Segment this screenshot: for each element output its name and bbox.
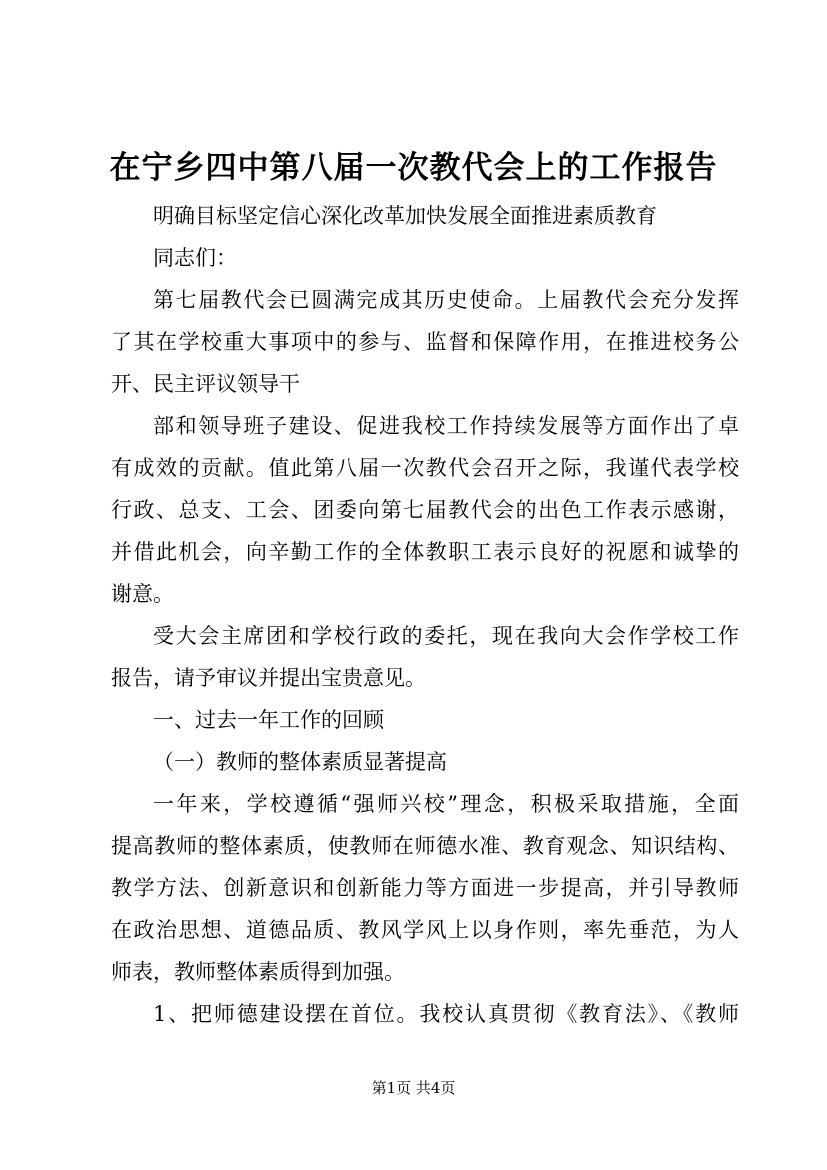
paragraph-line: 在政治思想、道德品质、教风学风上以身作则，率先垂范，为人 (111, 918, 739, 942)
paragraph-line: 1、把师德建设摆在首位。我校认真贯彻《教育法》、《教师 (153, 1002, 739, 1026)
paragraph-line: 师表，教师整体素质得到加强。 (111, 960, 405, 984)
paragraph-line: 开、民主评议领导干 (111, 372, 300, 396)
paragraph-line: 一年来，学校遵循“强师兴校”理念，积极采取措施，全面 (153, 792, 739, 816)
paragraph-line: 提高教师的整体素质，使教师在师德水准、教育观念、知识结构、 (111, 834, 739, 858)
document-body (111, 195, 739, 1035)
paragraph-line: 部和领导班子建设、促进我校工作持续发展等方面作出了卓 (153, 414, 739, 438)
paragraph-line: 报告，请予审议并提出宝贵意见。 (111, 666, 426, 690)
paragraph-line: 第七届教代会已圆满完成其历史使命。上届教代会充分发挥 (153, 288, 739, 312)
paragraph-line: 有成效的贡献。值此第八届一次教代会召开之际，我谨代表学校 (111, 456, 739, 480)
paragraph-line: 了其在学校重大事项中的参与、监督和保障作用，在推进校务公 (111, 330, 739, 354)
subtitle-line: 明确目标坚定信心深化改革加快发展全面推进素质教育 (153, 204, 657, 228)
salutation-line: 同志们： (153, 246, 237, 270)
section-heading: 一、过去一年工作的回顾 (153, 708, 384, 732)
paragraph-line: 受大会主席团和学校行政的委托，现在我向大会作学校工作 (153, 624, 739, 648)
document-title: 在宁乡四中第八届一次教代会上的工作报告 (109, 150, 718, 186)
paragraph-line: 并借此机会，向辛勤工作的全体教职工表示良好的祝愿和诚挚的 (111, 540, 739, 564)
paragraph-line: 行政、总支、工会、团委向第七届教代会的出色工作表示感谢， (111, 498, 739, 522)
paragraph-line: 教学方法、创新意识和创新能力等方面进一步提高，并引导教师 (111, 876, 739, 900)
paragraph-line: 谢意。 (111, 582, 174, 606)
subsection-heading: （一）教师的整体素质显著提高 (153, 750, 447, 774)
page-number-footer: 第1页 共4页 (371, 1079, 456, 1097)
